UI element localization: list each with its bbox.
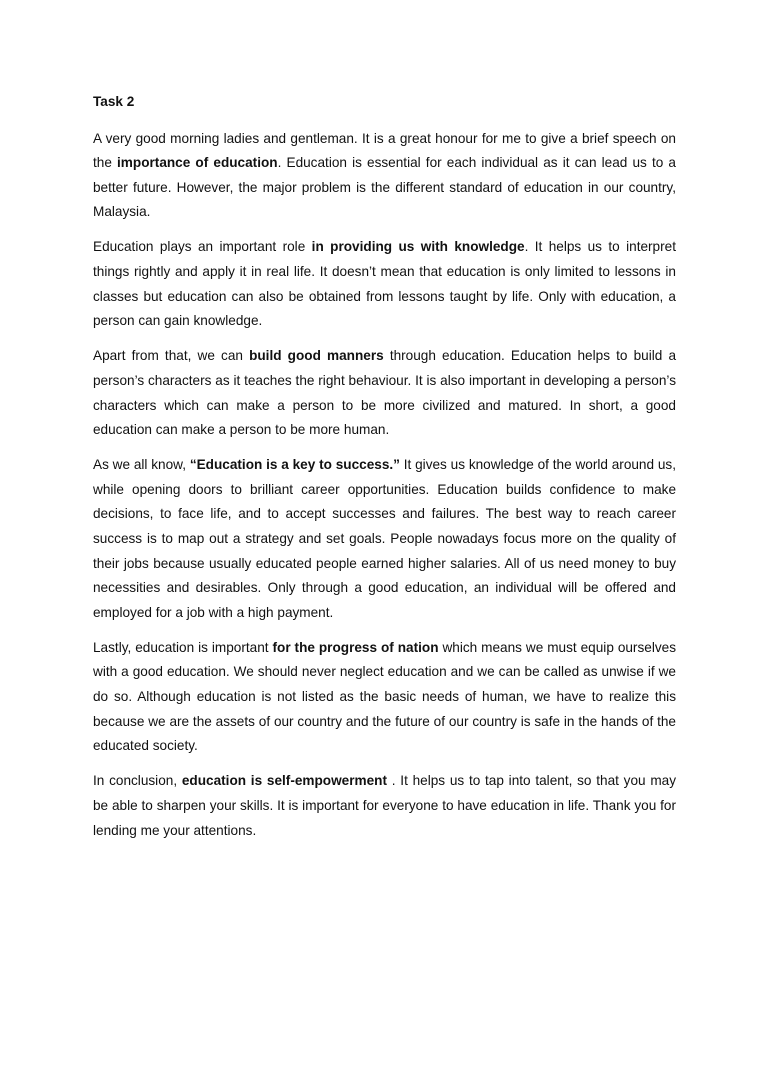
paragraph-success (93, 453, 676, 625)
paragraph-introduction (93, 127, 676, 225)
paragraph-text: which means we must equip ourselves with a good education. We should never neglect education and we can be called as unwise if we do so. Although education is not listed as the basic needs of human, we have to realize this because we are the assets of our country and the future of our country is safe in the hands of the educated society. (93, 639, 676, 754)
paragraph-text: Lastly, education is important (93, 639, 273, 655)
paragraph-text: In conclusion, (93, 773, 182, 789)
paragraph-text: It gives us knowledge of the world around us, while opening doors to brilliant career opportunities. Education builds confidence to make decisions, to face life, and to accept successes and failures. The best way to reach career success is to map out a strategy and set goals. People nowadays focus more on the quality of their jobs because usually educated people earned higher salaries. All of us need money to buy necessities and desirables. Only through a good education, an individual will be offered and employed for a job with a high payment. (93, 457, 676, 620)
paragraph-text: . It helps us to interpret things rightly and apply it in real life. It doesn’t mean that education is only limited to lessons in classes but education can also be obtained from lessons taught by life. Only with education, a person can gain knowledge. (93, 239, 676, 329)
paragraph-text: As we all know, (93, 457, 190, 473)
paragraph-text: through education. Education helps to build a person’s characters as it teaches the right behaviour. It is also important in developing a person’s characters which can make a person to be more civilized and matured. In short, a good education can make a person to be more human. (93, 348, 676, 438)
paragraph-key-phrase: “Education is a key to success.” (189, 457, 400, 473)
paragraph-key-phrase: for the progress of nation (272, 639, 439, 655)
paragraph-key-phrase: in providing us with knowledge (311, 239, 525, 255)
paragraph-nation (93, 636, 676, 759)
paragraph-text: . It helps us to tap into talent, so that you may be able to sharpen your skills. It is important for everyone to have education in life. Thank you for lending me your attentions. (93, 773, 677, 838)
task-heading: Task 2 (93, 94, 135, 109)
paragraph-text: Apart from that, we can (93, 348, 250, 364)
paragraph-text: Education plays an important role (93, 239, 312, 255)
paragraph-text: . Education is essential for each individual as it can lead us to a better future. However, the major problem is the different standard of education in our country, Malaysia. (93, 155, 676, 220)
paragraph-text: A very good morning ladies and gentleman. It is a great honour for me to give a brief speech on the (93, 130, 676, 171)
paragraph-key-phrase: build good manners (249, 348, 384, 364)
paragraph-key-phrase: importance of education (117, 155, 278, 171)
paragraph-key-phrase: education is self-empowerment (181, 773, 388, 789)
paragraph-manners (93, 344, 676, 442)
paragraph-conclusion (93, 769, 676, 843)
paragraph-knowledge (93, 235, 676, 333)
document-body (93, 90, 676, 854)
